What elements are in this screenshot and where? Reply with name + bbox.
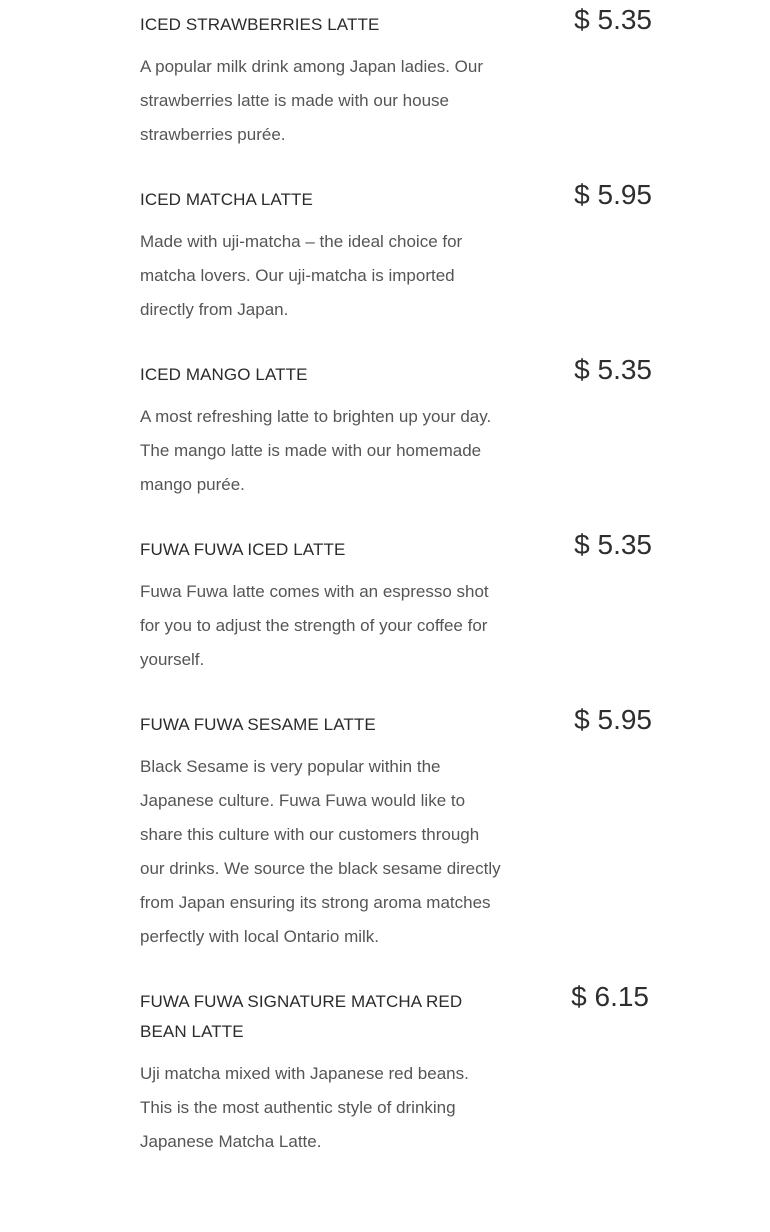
menu-item-price: $ 5.95: [574, 179, 652, 210]
menu-item-description: Uji matcha mixed with Japanese red beans. This is the most authentic style of drinking Japanese Matcha Latte.: [140, 1064, 469, 1151]
menu-item-price: $ 6.15: [571, 981, 649, 1012]
menu-item-name: ICED STRAWBERRIES LATTE: [140, 15, 380, 34]
menu-item-description: Black Sesame is very popular within the Japanese culture. Fuwa Fuwa would like to share this culture with our customers through our drinks. We source the black sesame directly from Japan ensuring its strong aroma matches perfectly with local Ontario milk.: [140, 757, 501, 946]
menu-item-description: Fuwa Fuwa latte comes with an espresso shot for you to adjust the strength of your coffee for yourself.: [140, 582, 489, 669]
menu-item-name: ICED MANGO LATTE: [140, 365, 308, 384]
menu-item-name: FUWA FUWA ICED LATTE: [140, 540, 346, 559]
menu-item-price: $ 5.35: [574, 4, 652, 35]
menu-item-price: $ 5.35: [574, 529, 652, 560]
menu-item-name: FUWA FUWA SIGNATURE MATCHA RED BEAN LATTE: [140, 992, 463, 1041]
menu-item-price: $ 5.95: [574, 704, 652, 735]
menu-item-description: Made with uji-matcha – the ideal choice for matcha lovers. Our uji-matcha is imported directly from Japan.: [140, 232, 463, 319]
menu-item-description: A most refreshing latte to brighten up your day. The mango latte is made with our homemade mango purée.: [140, 407, 492, 494]
menu-item-name: FUWA FUWA SESAME LATTE: [140, 715, 376, 734]
menu-item-name: ICED MATCHA LATTE: [140, 190, 313, 209]
menu-item-price: $ 5.35: [574, 354, 652, 385]
menu-item-description: A popular milk drink among Japan ladies. Our strawberries latte is made with our house strawberries purée.: [140, 57, 484, 144]
